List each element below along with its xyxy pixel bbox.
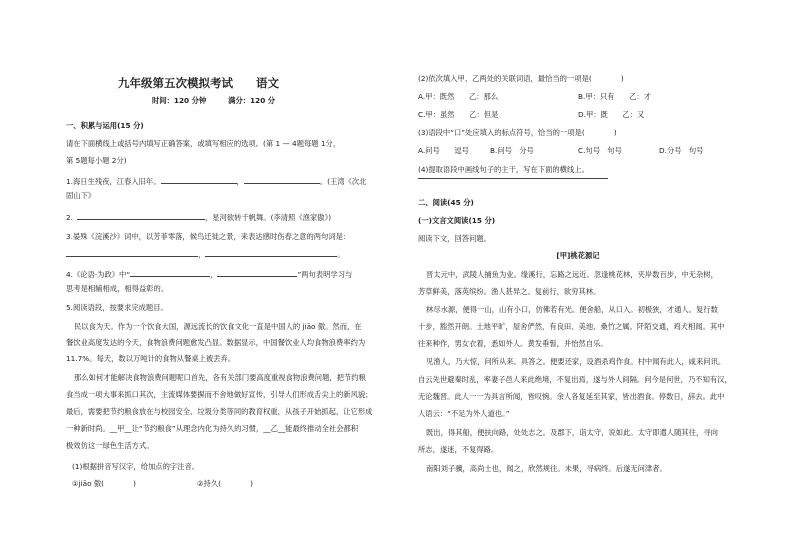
question-2 — [66, 212, 331, 223]
passage-line: 11.7%。每天，数以万吨计的食物从餐桌上被丢弃。 — [66, 354, 236, 363]
option-d[interactable]: D.甲：既 乙：又 — [578, 110, 645, 119]
passage-line: 那么如何才能解决食物浪费问题呢口首先，各有关部门要高度重视食物浪费问题，把节约粮 — [74, 373, 366, 382]
passage-line: 芳草鲜美，落英缤纷。渔人甚异之。复前行，欲穷其林。 — [418, 287, 601, 296]
reading-instruction: 阅读下文，回答问题。 — [418, 234, 491, 243]
question-4: 4.《论语·为政》中“ ， ”两句表明学习与 — [66, 270, 353, 279]
passage-line: 极效仿这一绿色生活方式。 — [66, 441, 154, 450]
question-3-end: 。 — [337, 250, 345, 259]
sub-question-3: (3)语段中“口”处应填入的标点符号，恰当的一项是( ) — [418, 128, 617, 137]
sub-question-1-a: ①jiāo 傲( ) — [72, 479, 137, 488]
passage-line: 最后，需要把节约粮食放在与校园安全、垃圾分类等同的教育权重，从孩子开始抓起，让它形成 — [66, 407, 373, 416]
option-b[interactable]: B.问号 分号 — [490, 146, 534, 155]
passage-line: 人语云：“不足为外人道也。” — [418, 409, 510, 418]
question-5: 5.阅读语段，按要求完成题目。 — [66, 303, 168, 312]
option-a[interactable]: A.问号 逗号 — [418, 146, 469, 155]
passage-line: 晋太元中，武陵人捕鱼为业。缘溪行，忘路之远近。忽逢桃花林，夹岸数百步，中无杂树， — [426, 270, 718, 279]
section-2-heading: 二、阅读(45 分) — [418, 198, 474, 207]
question-3-blanks: ， 。 — [66, 249, 345, 260]
exam-subtitle: 时间：120 分钟 满分：120 分 — [152, 96, 276, 105]
option-c[interactable]: C.句号 句号 — [578, 146, 622, 155]
exam-title: 九年级第五次模拟考试 语文 — [118, 76, 279, 90]
section-1-heading: 一、积累与运用(15 分) — [66, 121, 144, 130]
passage-title: [甲]桃花源记 — [556, 251, 600, 260]
question-1: 1.海日生残夜，江春入旧年。 ， 。(王湾《次北 — [66, 177, 367, 186]
passage-line: 林尽水源，便得一山，山有小口，仿佛若有光。便舍船，从口入。初极狭，才通人。复行数 — [426, 305, 718, 314]
question-4-text-end: ”两句表明学习与 — [297, 270, 353, 279]
instruction-line-2: 第 5题每小题 2分) — [66, 156, 127, 165]
option-a[interactable]: A.甲：既然 乙：那么 — [418, 92, 499, 101]
option-b[interactable]: B.甲：只有 乙：才 — [578, 92, 651, 101]
passage-line: 自云先世避秦时乱，率妻子邑人来此绝境，不复出焉，遂与外人间隔。问今是何世，乃不知有汉， — [418, 375, 732, 384]
passage-line: 餐饮业高度发达的今天，食物浪费问题愈发凸显。数据显示，中国餐饮业人均食物浪费率约为 — [66, 338, 366, 347]
instruction-line-1: 请在下面横线上或括号内填写正确答案，或填写相应的选项。(第 1 — 4题每题 1分， — [66, 139, 341, 148]
passage-line: 往来种作，男女衣着，悉如外人。黄发垂髫，并怡然自乐。 — [418, 339, 608, 348]
passage-line: 南阳刘子骥，高尚士也，闻之，欣然规往。未果，寻病终。后遂无问津者。 — [426, 464, 667, 473]
answer-blank[interactable] — [217, 269, 297, 277]
question-1-source: 。(王湾《次北 — [319, 177, 367, 186]
subsection-heading: (一)文言文阅读(15 分) — [418, 216, 496, 225]
answer-blank[interactable] — [161, 176, 237, 184]
question-4-text: 4.《论语·为政》中“ — [66, 270, 131, 279]
answer-blank[interactable] — [205, 249, 337, 257]
question-1-text: 1.海日生残夜，江春入旧年。 — [66, 177, 161, 186]
sub-question-1-b: ②持久( ) — [197, 479, 254, 488]
passage-line: 食当成一项大事来抓口其次，主流媒体要摒而不舍地做好宣传，引导人们形成舌尖上的新风貌； — [66, 390, 373, 399]
passage-line: 十步，豁然开朗。土地平旷，屋舍俨然，有良田、美池、桑竹之属。阡陌交通，鸡犬相闻。其中 — [418, 322, 725, 331]
passage-line: 见渔人，乃大惊，问所从来。具答之。便要还家，设酒杀鸡作食。村中闻有此人，咸来问讯。 — [426, 357, 726, 366]
answer-blank[interactable] — [66, 249, 198, 257]
option-c[interactable]: C.甲：虽然 乙：但是 — [418, 110, 499, 119]
passage-line: 所志，遂迷，不复得路。 — [418, 445, 499, 454]
answer-line[interactable] — [418, 177, 608, 179]
sub-question-4: (4)提取语段中画线句子的主干，写在下面的横线上。 — [418, 165, 589, 174]
passage-line: 一种新时尚。__甲__让“节约粮食”从理念内化为持久的习惯，__乙__能最终推动全社会都积 — [66, 424, 359, 433]
passage-line: 既出，得其船，便扶向路，处处志之。及郡下，诣太守，说如此。太守即遣人随其往，寻向 — [426, 428, 718, 437]
question-2-number: 2. — [66, 213, 73, 222]
question-2-text: ，星河欲转千帆舞。(李清照《渔家傲》) — [204, 213, 332, 222]
answer-blank[interactable] — [130, 269, 210, 277]
passage-line: 民以食为天。作为一个饮食大国，源远流长的饮食文化一直是中国人的 jiāo 傲。然而，在 — [74, 322, 362, 331]
passage-line: 无论魏晋。此人一一为具言所闻，皆叹惋。余人各复延至其家，皆出酒食。停数日，辞去。此中 — [418, 392, 725, 401]
question-4-cont: 思考是相辅相成，相得益彰的。 — [66, 284, 169, 293]
question-1-source-cont: 固山下》 — [66, 191, 96, 200]
answer-blank[interactable] — [77, 212, 205, 220]
sub-question-1: (1)根据拼音写汉字，给加点的字注音。 — [72, 462, 200, 471]
sub-question-2: (2)依次填入甲、乙两处的关联词语，最恰当的一项是( ) — [418, 74, 624, 83]
option-d[interactable]: D.分号 句号 — [659, 146, 704, 155]
question-3: 3.晏殊《浣溪沙》词中，以芳菲零落，候鸟迁徙之景，来表达感时伤春之意的两句词是： — [66, 232, 351, 241]
answer-blank[interactable] — [244, 176, 320, 184]
